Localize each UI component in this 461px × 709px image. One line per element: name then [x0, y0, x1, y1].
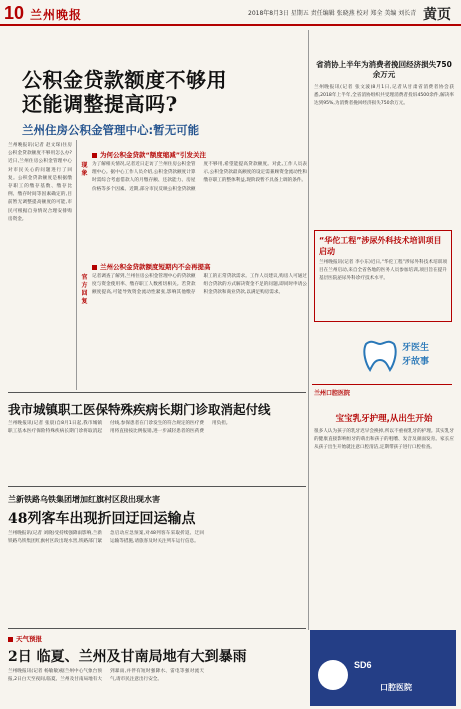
dental-divider	[312, 384, 452, 385]
huatuo-project-text: 兰州晚报讯(记者 李小东)近日,“华佗工程”涉尿外科技术培训项目在兰州启动,来自全省各地的医务人员参加培训,项目旨在提升基层医院泌尿外科诊疗技术水平。	[319, 260, 447, 282]
tooth-icon	[360, 338, 400, 374]
dental-column-title: 牙医生	[402, 343, 430, 353]
clinic-brand: SD6	[354, 660, 372, 670]
lead-section2-head: 兰州公积金贷款额度短期内不会再提高	[92, 262, 211, 271]
clinic-text: 很多人认为孩子的乳牙迟早会换掉,所以不重视乳牙的护理。其实乳牙的健康直接影响恒牙的萌出和孩子的咀嚼、发音及颜面发育。家长应从孩子出生开始就注意口腔清洁,定期带孩子进行口腔检查。	[314, 429, 454, 451]
medical-insurance-headline: 我市城镇职工医保特殊疾病长期门诊取消起付线	[8, 402, 271, 417]
weather-headline: 2日 临夏、兰州及甘南局地有大到暴雨	[8, 649, 247, 665]
lead-section1-text: 为了解相关情况,记者近日走访了兰州住房公积金管理中心。据中心工作人员介绍,公积金贷款额度计算时需综合考虑借款人的月缴存额、还款能力、房屋价格等多个因素。近期,部分市民反映公积金贷款额度不够用,希望能提高贷款额度。对此,工作人员表示,公积金贷款最高额度的设定需兼顾资金流动性和缴存职工的整体利益,现阶段暂不具备上调的条件。	[92, 162, 307, 192]
clinic-logo-icon	[318, 660, 348, 690]
date-line: 2018年8月3日 星期五 责任编辑 张晓燕 校对 郑全 美编 刘长青	[248, 10, 417, 17]
right-column-divider	[308, 30, 309, 630]
huatuo-project-title: “华佗工程”涉尿外科技术培训项目启动	[319, 236, 442, 256]
dental-column-subtitle: 牙故事	[402, 357, 430, 367]
section-name: 黄页	[423, 7, 451, 23]
lead-headline-line1: 公积金贷款额度不够用	[22, 68, 227, 92]
consumer-association-text: 兰州晚报讯(记者 张文波)8月1日,记者从甘肃省消费者协会获悉,2018年上半年,全省消协组织共受理消费者投诉4500余件,解决率达到95%,为消费者挽回经济损失750余万元。	[314, 85, 454, 107]
lead-headline-line2: 还能调整提高吗?	[22, 92, 178, 116]
dental-column-banner	[312, 328, 452, 408]
page-header	[0, 0, 461, 26]
column-divider	[76, 140, 77, 390]
huatuo-project-box	[314, 230, 452, 322]
clinic-name: 口腔医院	[380, 683, 412, 692]
lead-intro-text: 兰州晚报讯(记者 赵文琛)住房公积金贷款额度不够用怎么办?近日,兰州住房公积金管理中心对市民关心的问题进行了回复。公积金贷款额度是根据缴存职工的缴存基数、缴存比例、缴存时间等因素确定的,目前暂无调整提高额度的可能,市民可根据自身情况合理安排购房资金。	[8, 143, 72, 222]
rail-story-kicker: 兰新铁路乌铁集团增加红旗村区段出现水害	[8, 495, 160, 504]
story-divider	[8, 628, 306, 629]
side-tag-phenomenon: 现象	[81, 162, 88, 177]
side-tag-official-reply: 官方回复	[81, 274, 88, 305]
paper-name: 兰州晚报	[30, 8, 83, 22]
lead-section2-text: 记者调查了解到,兰州住房公积金管理中心的贷款额度与资金使用率、缴存职工人数密切相关。若贷款额度提高,可能导致资金流动性紧张,影响其他缴存职工的正常贷款需求。工作人员建议,购房人可通过组合贷款的方式解决资金不足的问题,即同时申请公积金贷款和商业贷款,以满足购房需求。	[92, 274, 307, 296]
clinic-ad-banner	[310, 630, 456, 706]
weather-tag: 天气预报	[8, 634, 42, 643]
rail-story-text: 兰州晚报讯(记者 刘晓)受持续强降雨影响,兰新铁路乌铁集团红旗村区段出现水害,铁路部门紧急启动应急预案,对48列客车采取折返、迂回运输等措施,请旅客及时关注列车运行信息。	[8, 531, 204, 545]
story-divider	[8, 486, 306, 487]
medical-insurance-text: 兰州晚报讯(记者 张晨)自8月1日起,我市城镇职工基本医疗保险特殊疾病长期门诊将取消起付线,参保患者在门诊发生的符合规定的医疗费用将直接按比例报销,进一步减轻患者的医药费用负担。	[8, 421, 231, 435]
clinic-head: 兰州口腔医院	[314, 390, 351, 397]
lead-subheadline: 兰州住房公积金管理中心:暂无可能	[22, 123, 200, 137]
story-divider	[8, 392, 306, 393]
lead-headline	[22, 68, 227, 116]
consumer-association-head: 省消协上半年为消费者挽回经济损失750余万元	[316, 60, 452, 79]
page-number: 10	[4, 3, 25, 23]
rail-story-headline: 48列客车出现折回迂回运输点	[8, 511, 196, 527]
clinic-subtitle: 宝宝乳牙护理,从出生开始	[335, 414, 433, 424]
weather-text: 兰州晚报讯(记者 杨敏敏)据兰州中心气象台预报,2日白天至夜间,临夏、兰州及甘南局地有大到暴雨,并伴有短时强降水、雷电等强对流天气,请市民注意出行安全。	[8, 669, 204, 683]
lead-section1-head: 为何公积金贷款“额度缩减”引发关注	[92, 150, 206, 159]
